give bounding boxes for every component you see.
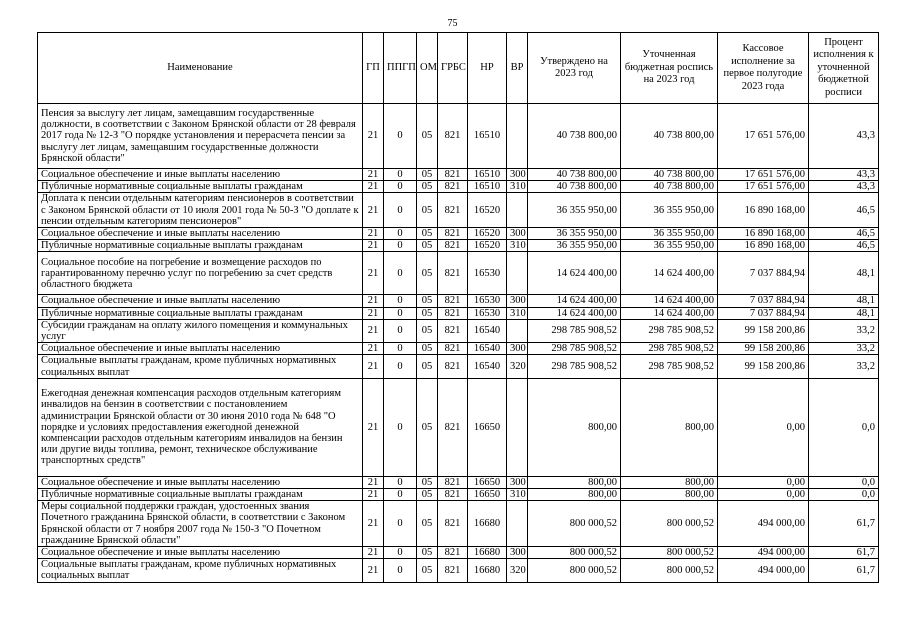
cell-approved: 36 355 950,00	[528, 240, 621, 252]
cell-approved: 800 000,52	[528, 501, 621, 547]
cell-grbs: 821	[438, 240, 468, 252]
cell-om: 05	[417, 193, 438, 228]
cell-gp: 21	[363, 181, 384, 193]
cell-name: Публичные нормативные социальные выплаты гражданам	[38, 307, 363, 319]
cell-np: 16680	[468, 501, 507, 547]
cell-vr	[507, 378, 528, 476]
cell-gp: 21	[363, 104, 384, 169]
cell-cash: 494 000,00	[718, 547, 809, 559]
cell-ppgp: 0	[384, 355, 417, 378]
cell-refined: 800,00	[621, 378, 718, 476]
cell-approved: 14 624 400,00	[528, 295, 621, 307]
cell-refined: 14 624 400,00	[621, 252, 718, 295]
cell-cash: 16 890 168,00	[718, 193, 809, 228]
cell-gp: 21	[363, 343, 384, 355]
cell-vr: 300	[507, 295, 528, 307]
cell-gp: 21	[363, 295, 384, 307]
cell-om: 05	[417, 501, 438, 547]
table-row	[38, 169, 879, 181]
cell-grbs: 821	[438, 547, 468, 559]
cell-approved: 36 355 950,00	[528, 228, 621, 240]
cell-vr	[507, 193, 528, 228]
cell-gp: 21	[363, 193, 384, 228]
cell-ppgp: 0	[384, 476, 417, 488]
table-row	[38, 378, 879, 476]
cell-approved: 298 785 908,52	[528, 319, 621, 342]
cell-refined: 298 785 908,52	[621, 343, 718, 355]
table-row	[38, 559, 879, 582]
cell-vr: 310	[507, 489, 528, 501]
cell-grbs: 821	[438, 559, 468, 582]
cell-np: 16540	[468, 319, 507, 342]
cell-percent: 0,0	[809, 489, 879, 501]
cell-np: 16650	[468, 378, 507, 476]
cell-approved: 800 000,52	[528, 547, 621, 559]
cell-refined: 36 355 950,00	[621, 228, 718, 240]
cell-gp: 21	[363, 489, 384, 501]
cell-percent: 48,1	[809, 295, 879, 307]
cell-vr	[507, 501, 528, 547]
cell-om: 05	[417, 355, 438, 378]
cell-refined: 40 738 800,00	[621, 169, 718, 181]
cell-np: 16650	[468, 489, 507, 501]
cell-approved: 14 624 400,00	[528, 252, 621, 295]
table-row	[38, 307, 879, 319]
cell-np: 16680	[468, 547, 507, 559]
cell-percent: 46,5	[809, 228, 879, 240]
cell-refined: 36 355 950,00	[621, 240, 718, 252]
header-vr: ВР	[507, 33, 528, 104]
table-row	[38, 547, 879, 559]
cell-ppgp: 0	[384, 193, 417, 228]
cell-om: 05	[417, 559, 438, 582]
cell-grbs: 821	[438, 169, 468, 181]
table-header-row	[38, 33, 879, 104]
table-row	[38, 355, 879, 378]
header-np: НР	[468, 33, 507, 104]
cell-approved: 14 624 400,00	[528, 307, 621, 319]
cell-cash: 0,00	[718, 489, 809, 501]
header-refined: Уточненная бюджетная роспись на 2023 год	[621, 33, 718, 104]
cell-np: 16510	[468, 104, 507, 169]
cell-np: 16510	[468, 181, 507, 193]
cell-approved: 800 000,52	[528, 559, 621, 582]
cell-vr	[507, 104, 528, 169]
cell-grbs: 821	[438, 319, 468, 342]
table-row	[38, 104, 879, 169]
cell-refined: 14 624 400,00	[621, 307, 718, 319]
cell-refined: 40 738 800,00	[621, 181, 718, 193]
cell-vr: 300	[507, 343, 528, 355]
cell-np: 16520	[468, 228, 507, 240]
cell-np: 16530	[468, 307, 507, 319]
cell-cash: 99 158 200,86	[718, 355, 809, 378]
cell-grbs: 821	[438, 501, 468, 547]
cell-np: 16540	[468, 343, 507, 355]
table-row	[38, 501, 879, 547]
cell-percent: 43,3	[809, 104, 879, 169]
cell-grbs: 821	[438, 378, 468, 476]
cell-grbs: 821	[438, 489, 468, 501]
table-row	[38, 193, 879, 228]
cell-om: 05	[417, 319, 438, 342]
cell-np: 16530	[468, 295, 507, 307]
cell-name: Публичные нормативные социальные выплаты гражданам	[38, 240, 363, 252]
cell-approved: 40 738 800,00	[528, 104, 621, 169]
cell-ppgp: 0	[384, 181, 417, 193]
cell-gp: 21	[363, 319, 384, 342]
cell-gp: 21	[363, 476, 384, 488]
cell-vr: 320	[507, 355, 528, 378]
cell-vr: 310	[507, 307, 528, 319]
cell-gp: 21	[363, 547, 384, 559]
cell-vr	[507, 252, 528, 295]
table-row	[38, 228, 879, 240]
cell-np: 16650	[468, 476, 507, 488]
cell-approved: 40 738 800,00	[528, 169, 621, 181]
cell-name: Доплата к пенсии отдельным категориям пенсионеров в соответствии с Законом Брянской области от 10 июля 2001 года № 50-З "О доплате к пенсии отдельным категориям пенсионеров"	[38, 193, 363, 228]
cell-vr: 300	[507, 169, 528, 181]
header-name: Наименование	[38, 33, 363, 104]
cell-cash: 7 037 884,94	[718, 252, 809, 295]
cell-percent: 33,2	[809, 343, 879, 355]
table-row	[38, 181, 879, 193]
cell-name: Социальное обеспечение и иные выплаты населению	[38, 343, 363, 355]
cell-name: Социальное обеспечение и иные выплаты населению	[38, 228, 363, 240]
cell-gp: 21	[363, 252, 384, 295]
cell-name: Социальные выплаты гражданам, кроме публичных нормативных социальных выплат	[38, 355, 363, 378]
cell-grbs: 821	[438, 228, 468, 240]
cell-ppgp: 0	[384, 307, 417, 319]
cell-om: 05	[417, 547, 438, 559]
cell-vr: 310	[507, 240, 528, 252]
cell-gp: 21	[363, 240, 384, 252]
cell-approved: 40 738 800,00	[528, 181, 621, 193]
cell-refined: 800 000,52	[621, 559, 718, 582]
cell-grbs: 821	[438, 104, 468, 169]
cell-name: Социальное обеспечение и иные выплаты населению	[38, 169, 363, 181]
cell-cash: 99 158 200,86	[718, 343, 809, 355]
cell-gp: 21	[363, 228, 384, 240]
cell-gp: 21	[363, 355, 384, 378]
cell-grbs: 821	[438, 193, 468, 228]
cell-approved: 298 785 908,52	[528, 355, 621, 378]
cell-percent: 33,2	[809, 319, 879, 342]
cell-refined: 40 738 800,00	[621, 104, 718, 169]
cell-ppgp: 0	[384, 104, 417, 169]
header-cash: Кассовое исполнение за первое полугодие 2023 года	[718, 33, 809, 104]
cell-ppgp: 0	[384, 169, 417, 181]
table-row	[38, 295, 879, 307]
cell-gp: 21	[363, 307, 384, 319]
cell-om: 05	[417, 295, 438, 307]
cell-ppgp: 0	[384, 547, 417, 559]
cell-grbs: 821	[438, 355, 468, 378]
cell-np: 16540	[468, 355, 507, 378]
cell-ppgp: 0	[384, 559, 417, 582]
cell-gp: 21	[363, 378, 384, 476]
cell-approved: 36 355 950,00	[528, 193, 621, 228]
cell-percent: 61,7	[809, 547, 879, 559]
header-gp: ГП	[363, 33, 384, 104]
cell-cash: 16 890 168,00	[718, 240, 809, 252]
cell-vr: 310	[507, 181, 528, 193]
table-row	[38, 240, 879, 252]
cell-ppgp: 0	[384, 252, 417, 295]
cell-om: 05	[417, 252, 438, 295]
cell-percent: 48,1	[809, 252, 879, 295]
cell-percent: 61,7	[809, 501, 879, 547]
cell-approved: 298 785 908,52	[528, 343, 621, 355]
cell-om: 05	[417, 476, 438, 488]
cell-ppgp: 0	[384, 319, 417, 342]
header-approved: Утверждено на 2023 год	[528, 33, 621, 104]
cell-refined: 14 624 400,00	[621, 295, 718, 307]
cell-refined: 800,00	[621, 489, 718, 501]
cell-om: 05	[417, 307, 438, 319]
cell-np: 16530	[468, 252, 507, 295]
table-row	[38, 252, 879, 295]
cell-vr: 320	[507, 559, 528, 582]
cell-percent: 46,5	[809, 240, 879, 252]
cell-cash: 99 158 200,86	[718, 319, 809, 342]
cell-om: 05	[417, 378, 438, 476]
cell-cash: 0,00	[718, 476, 809, 488]
cell-name: Пенсия за выслугу лет лицам, замещавшим государственные должности, в соответствии с Законом Брянской области от 28 февраля 2017 года № 12-З "О порядке установления и перерасчета пенсии за выслугу лет лицам, замещавшим государственные должности Брянской области"	[38, 104, 363, 169]
cell-cash: 16 890 168,00	[718, 228, 809, 240]
cell-percent: 43,3	[809, 181, 879, 193]
cell-percent: 61,7	[809, 559, 879, 582]
budget-table	[37, 32, 879, 583]
page-number: 75	[447, 18, 458, 29]
cell-om: 05	[417, 169, 438, 181]
cell-grbs: 821	[438, 252, 468, 295]
cell-percent: 0,0	[809, 476, 879, 488]
cell-gp: 21	[363, 169, 384, 181]
cell-cash: 7 037 884,94	[718, 295, 809, 307]
cell-grbs: 821	[438, 476, 468, 488]
cell-name: Публичные нормативные социальные выплаты гражданам	[38, 489, 363, 501]
cell-name: Социальное обеспечение и иные выплаты населению	[38, 295, 363, 307]
cell-om: 05	[417, 489, 438, 501]
table-row	[38, 476, 879, 488]
cell-name: Публичные нормативные социальные выплаты гражданам	[38, 181, 363, 193]
header-percent: Процент исполнения к уточненной бюджетной росписи	[809, 33, 879, 104]
cell-refined: 36 355 950,00	[621, 193, 718, 228]
cell-ppgp: 0	[384, 343, 417, 355]
cell-refined: 298 785 908,52	[621, 355, 718, 378]
cell-grbs: 821	[438, 181, 468, 193]
cell-percent: 43,3	[809, 169, 879, 181]
cell-refined: 800 000,52	[621, 547, 718, 559]
cell-np: 16520	[468, 240, 507, 252]
cell-name: Социальное пособие на погребение и возмещение расходов по гарантированному перечню услуг по погребению за счет средств областного бюджета	[38, 252, 363, 295]
cell-refined: 800,00	[621, 476, 718, 488]
cell-name: Социальное обеспечение и иные выплаты населению	[38, 547, 363, 559]
cell-cash: 7 037 884,94	[718, 307, 809, 319]
cell-vr: 300	[507, 547, 528, 559]
cell-name: Субсидии гражданам на оплату жилого помещения и коммунальных услуг	[38, 319, 363, 342]
cell-refined: 800 000,52	[621, 501, 718, 547]
cell-name: Социальное обеспечение и иные выплаты населению	[38, 476, 363, 488]
cell-grbs: 821	[438, 307, 468, 319]
cell-vr	[507, 319, 528, 342]
cell-om: 05	[417, 104, 438, 169]
cell-name: Меры социальной поддержки граждан, удостоенных звания Почетного гражданина Брянской области, в соответствии с Законом Брянской области от 7 ноября 2007 года № 150-З "О Почетном гражданине Брянской области"	[38, 501, 363, 547]
cell-approved: 800,00	[528, 378, 621, 476]
cell-refined: 298 785 908,52	[621, 319, 718, 342]
cell-np: 16680	[468, 559, 507, 582]
cell-np: 16520	[468, 193, 507, 228]
cell-name: Ежегодная денежная компенсация расходов отдельным категориям инвалидов на бензин в соответствии с постановлением администрации Брянской области от 30 июня 2010 года № 648 "О порядке и условиях предоставления ежегодной денежной компенсации расходов отдельным категориям инвалидов на бензин или другие виды топлива, ремонт, техническое обслуживание транспортных средств"	[38, 378, 363, 476]
cell-ppgp: 0	[384, 378, 417, 476]
cell-percent: 46,5	[809, 193, 879, 228]
cell-vr: 300	[507, 228, 528, 240]
cell-name: Социальные выплаты гражданам, кроме публичных нормативных социальных выплат	[38, 559, 363, 582]
cell-cash: 494 000,00	[718, 501, 809, 547]
cell-om: 05	[417, 181, 438, 193]
cell-ppgp: 0	[384, 489, 417, 501]
cell-percent: 48,1	[809, 307, 879, 319]
cell-ppgp: 0	[384, 501, 417, 547]
cell-gp: 21	[363, 501, 384, 547]
cell-cash: 17 651 576,00	[718, 169, 809, 181]
cell-approved: 800,00	[528, 489, 621, 501]
cell-grbs: 821	[438, 343, 468, 355]
cell-approved: 800,00	[528, 476, 621, 488]
header-grbs: ГРБС	[438, 33, 468, 104]
table-row	[38, 343, 879, 355]
table-row	[38, 489, 879, 501]
cell-ppgp: 0	[384, 228, 417, 240]
table-row	[38, 319, 879, 342]
cell-np: 16510	[468, 169, 507, 181]
cell-cash: 494 000,00	[718, 559, 809, 582]
cell-om: 05	[417, 343, 438, 355]
cell-cash: 17 651 576,00	[718, 104, 809, 169]
cell-cash: 17 651 576,00	[718, 181, 809, 193]
cell-grbs: 821	[438, 295, 468, 307]
header-om: ОМ	[417, 33, 438, 104]
cell-vr: 300	[507, 476, 528, 488]
cell-cash: 0,00	[718, 378, 809, 476]
cell-ppgp: 0	[384, 240, 417, 252]
cell-om: 05	[417, 240, 438, 252]
cell-om: 05	[417, 228, 438, 240]
cell-ppgp: 0	[384, 295, 417, 307]
header-ppgp: ППГП	[384, 33, 417, 104]
cell-gp: 21	[363, 559, 384, 582]
cell-percent: 33,2	[809, 355, 879, 378]
cell-percent: 0,0	[809, 378, 879, 476]
